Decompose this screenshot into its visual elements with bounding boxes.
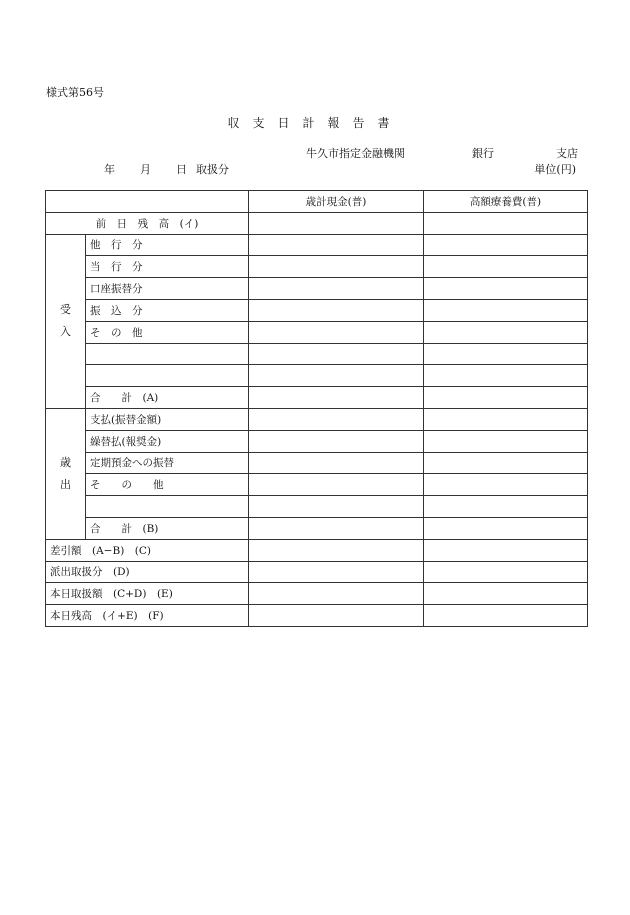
- amount-cell[interactable]: [249, 343, 424, 365]
- summary-row: [46, 605, 588, 627]
- receipts-total-row: [46, 387, 588, 409]
- amount-cell[interactable]: [249, 278, 424, 300]
- amount-cell[interactable]: [424, 299, 588, 321]
- expenditure-row: [46, 474, 588, 496]
- category-char: 歳: [60, 455, 71, 469]
- row-label: 合 計 (A): [86, 387, 249, 409]
- row-label: 当 行 分: [86, 256, 249, 278]
- receipt-row: [46, 365, 588, 387]
- document-title: 収支日計報告書: [227, 116, 403, 130]
- amount-cell[interactable]: [249, 496, 424, 518]
- expenditure-row: [46, 496, 588, 518]
- row-label: 他 行 分: [86, 234, 249, 256]
- row-label: 差引額 (A−B) (C): [46, 539, 249, 561]
- header-row: [46, 191, 588, 213]
- category-char: 出: [60, 477, 71, 491]
- amount-cell[interactable]: [249, 387, 424, 409]
- amount-cell[interactable]: [424, 256, 588, 278]
- amount-cell[interactable]: [424, 452, 588, 474]
- amount-cell[interactable]: [424, 408, 588, 430]
- amount-cell[interactable]: [424, 365, 588, 387]
- amount-cell[interactable]: [424, 278, 588, 300]
- amount-cell[interactable]: [249, 408, 424, 430]
- institution-label: 牛久市指定金融機関: [306, 147, 405, 160]
- row-label: 口座振替分: [86, 278, 249, 300]
- amount-cell[interactable]: [424, 605, 588, 627]
- amount-cell[interactable]: [424, 387, 588, 409]
- row-label: 振 込 分: [86, 299, 249, 321]
- amount-cell[interactable]: [249, 539, 424, 561]
- amount-cell[interactable]: [249, 430, 424, 452]
- previous-balance-row: [46, 212, 588, 234]
- row-label: 定期預金への振替: [86, 452, 249, 474]
- expenditures-category-label: [46, 408, 86, 539]
- amount-cell[interactable]: [249, 234, 424, 256]
- receipt-row: [46, 299, 588, 321]
- amount-cell[interactable]: [249, 365, 424, 387]
- amount-cell[interactable]: [249, 517, 424, 539]
- amount-cell[interactable]: [424, 539, 588, 561]
- row-label: 派出取扱分 (D): [46, 561, 249, 583]
- amount-cell[interactable]: [249, 474, 424, 496]
- row-label: 前 日 残 高 (イ): [46, 212, 249, 234]
- amount-cell[interactable]: [249, 605, 424, 627]
- amount-cell[interactable]: [249, 583, 424, 605]
- day-label: 日: [176, 163, 187, 176]
- amount-cell[interactable]: [424, 321, 588, 343]
- year-label: 年: [104, 163, 115, 176]
- amount-cell[interactable]: [249, 212, 424, 234]
- row-label: [86, 496, 249, 518]
- month-label: 月: [140, 163, 151, 176]
- amount-cell[interactable]: [424, 496, 588, 518]
- summary-row: [46, 561, 588, 583]
- bank-label: 銀行: [472, 147, 494, 160]
- amount-cell[interactable]: [249, 452, 424, 474]
- receipts-category-label: [46, 234, 86, 408]
- expenditures-total-row: [46, 517, 588, 539]
- amount-cell[interactable]: [424, 517, 588, 539]
- amount-cell[interactable]: [249, 299, 424, 321]
- amount-cell[interactable]: [249, 321, 424, 343]
- amount-cell[interactable]: [249, 256, 424, 278]
- receipt-row: [46, 321, 588, 343]
- receipt-row: [46, 234, 588, 256]
- amount-cell[interactable]: [424, 583, 588, 605]
- amount-cell[interactable]: [424, 430, 588, 452]
- row-label: [86, 365, 249, 387]
- row-label: 支払(振替金額): [86, 408, 249, 430]
- row-label: 本日残高 (イ+E) (F): [46, 605, 249, 627]
- daily-report-table: [45, 190, 588, 627]
- amount-cell[interactable]: [424, 212, 588, 234]
- amount-cell[interactable]: [424, 343, 588, 365]
- row-label: 合 計 (B): [86, 517, 249, 539]
- handled-label: 取扱分: [196, 163, 229, 176]
- amount-cell[interactable]: [424, 561, 588, 583]
- form-number: 様式第56号: [46, 86, 104, 99]
- branch-label: 支店: [556, 147, 578, 160]
- row-label: そ の 他: [86, 321, 249, 343]
- receipt-row: [46, 278, 588, 300]
- row-label: そ の 他: [86, 474, 249, 496]
- summary-row: [46, 539, 588, 561]
- summary-row: [46, 583, 588, 605]
- amount-cell[interactable]: [424, 474, 588, 496]
- column-header: 歳計現金(普): [249, 191, 424, 213]
- row-label: 本日取扱額 (C+D) (E): [46, 583, 249, 605]
- category-char: 入: [60, 325, 71, 339]
- amount-cell[interactable]: [249, 561, 424, 583]
- receipt-row: [46, 343, 588, 365]
- expenditure-row: [46, 430, 588, 452]
- category-char: 受: [60, 303, 71, 317]
- column-header: 高額療養費(普): [424, 191, 588, 213]
- unit-label: 単位(円): [534, 163, 576, 176]
- expenditure-row: [46, 452, 588, 474]
- expenditure-row: [46, 408, 588, 430]
- row-label: [86, 343, 249, 365]
- row-label: 繰替払(報奨金): [86, 430, 249, 452]
- amount-cell[interactable]: [424, 234, 588, 256]
- header-blank-cell: [46, 191, 249, 213]
- receipt-row: [46, 256, 588, 278]
